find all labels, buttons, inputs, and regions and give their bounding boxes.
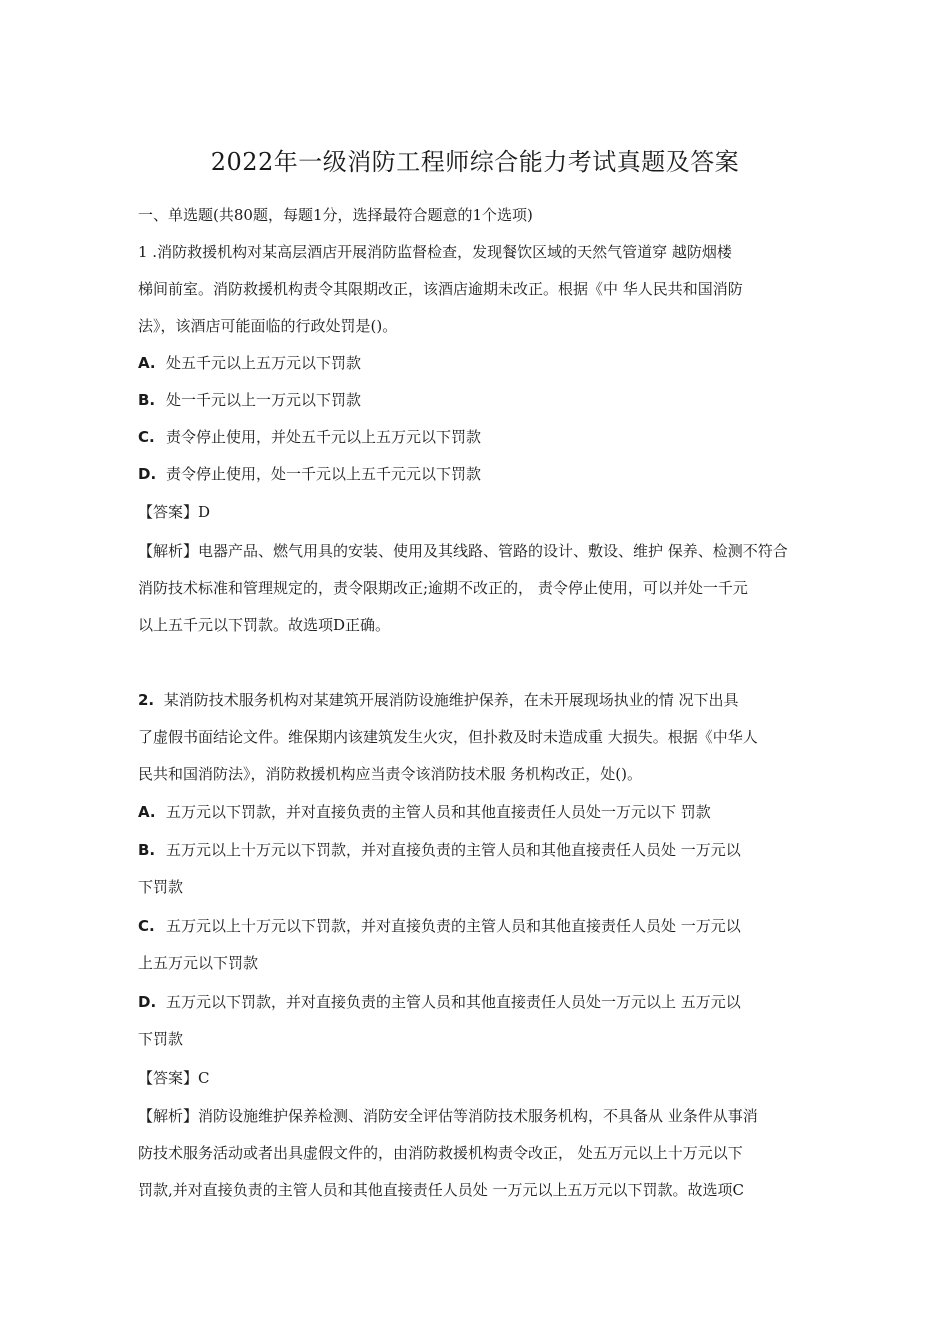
q2-option-d: [138, 992, 828, 1012]
q1-option-c: [138, 427, 828, 447]
option-key: D.: [138, 993, 157, 1011]
option-key: D.: [138, 465, 157, 483]
q1-stem-line: 法》，该酒店可能面临的行政处罚是()。: [138, 317, 398, 335]
q1-stem-line: 1 .消防救援机构对某高层酒店开展消防监督检查，发现餐饮区域的天然气管道穿 越防烟楼: [138, 243, 732, 261]
section-heading: 一、单选题(共80题，每题1分，选择最符合题意的1个选项): [138, 206, 533, 224]
q2-analysis-line: 防技术服务活动或者出具虚假文件的，由消防救援机构责令改正， 处五万元以上十万元以下: [138, 1144, 743, 1162]
q1-answer: 【答案】D: [138, 503, 211, 521]
q1-stem-line: 梯间前室。消防救援机构责令其限期改正，该酒店逾期未改正。根据《中 华人民共和国消防: [138, 280, 743, 298]
q2-answer: 【答案】C: [138, 1069, 210, 1087]
q2-stem-line: [138, 690, 828, 710]
q2-number: 2.: [138, 691, 155, 709]
q1-analysis-line: 消防技术标准和管理规定的，责令限期改正;逾期不改正的， 责令停止使用，可以并处一千元: [138, 579, 748, 597]
q1-analysis-line: 【解析】电器产品、燃气用具的安装、使用及其线路、管路的设计、敷设、维护 保养、检测不符合: [138, 542, 788, 560]
option-text: 五万元以下罚款，并对直接负责的主管人员和其他直接责任人员处一万元以下 罚款: [166, 803, 711, 821]
q2-option-c-continued: 上五万元以下罚款: [138, 954, 259, 972]
q2-option-d-continued: 下罚款: [138, 1030, 184, 1048]
q1-option-d: [138, 464, 828, 484]
option-key: C.: [138, 917, 155, 935]
option-text: 处一千元以上一万元以下罚款: [166, 391, 362, 409]
document-title: 2022年一级消防工程师综合能力考试真题及答案: [210, 148, 740, 176]
option-key: A.: [138, 354, 156, 372]
q1-option-b: [138, 390, 828, 410]
q2-stem-line: 了虚假书面结论文件。维保期内该建筑发生火灾，但扑救及时未造成重 大损失。根据《中华人: [138, 728, 758, 746]
q2-analysis-line: 【解析】消防设施维护保养检测、消防安全评估等消防技术服务机构，不具备从 业条件从事消: [138, 1107, 758, 1125]
q1-option-a: [138, 353, 828, 373]
q2-option-c: [138, 916, 828, 936]
q2-option-b: [138, 840, 828, 860]
q2-option-b-continued: 下罚款: [138, 878, 184, 896]
option-text: 五万元以上十万元以下罚款，并对直接负责的主管人员和其他直接责任人员处 一万元以: [166, 841, 741, 859]
q2-analysis-line: 罚款,并对直接负责的主管人员和其他直接责任人员处 一万元以上五万元以下罚款。故选项C: [138, 1181, 745, 1199]
option-text: 五万元以下罚款，并对直接负责的主管人员和其他直接责任人员处一万元以上 五万元以: [166, 993, 741, 1011]
option-key: C.: [138, 428, 155, 446]
option-key: B.: [138, 841, 156, 859]
option-key: B.: [138, 391, 156, 409]
q2-option-a: [138, 802, 828, 822]
option-text: 责令停止使用，并处五千元以上五万元以下罚款: [166, 428, 482, 446]
option-key: A.: [138, 803, 156, 821]
q2-stem-text: 某消防技术服务机构对某建筑开展消防设施维护保养，在未开展现场执业的情 况下出具: [163, 691, 739, 709]
option-text: 五万元以上十万元以下罚款，并对直接负责的主管人员和其他直接责任人员处 一万元以: [166, 917, 741, 935]
q1-analysis-line: 以上五千元以下罚款。故选项D正确。: [138, 616, 391, 634]
option-text: 责令停止使用，处一千元以上五千元元以下罚款: [166, 465, 482, 483]
option-text: 处五千元以上五万元以下罚款: [166, 354, 362, 372]
q2-stem-line: 民共和国消防法》，消防救援机构应当责令该消防技术服 务机构改正，处()。: [138, 765, 642, 783]
